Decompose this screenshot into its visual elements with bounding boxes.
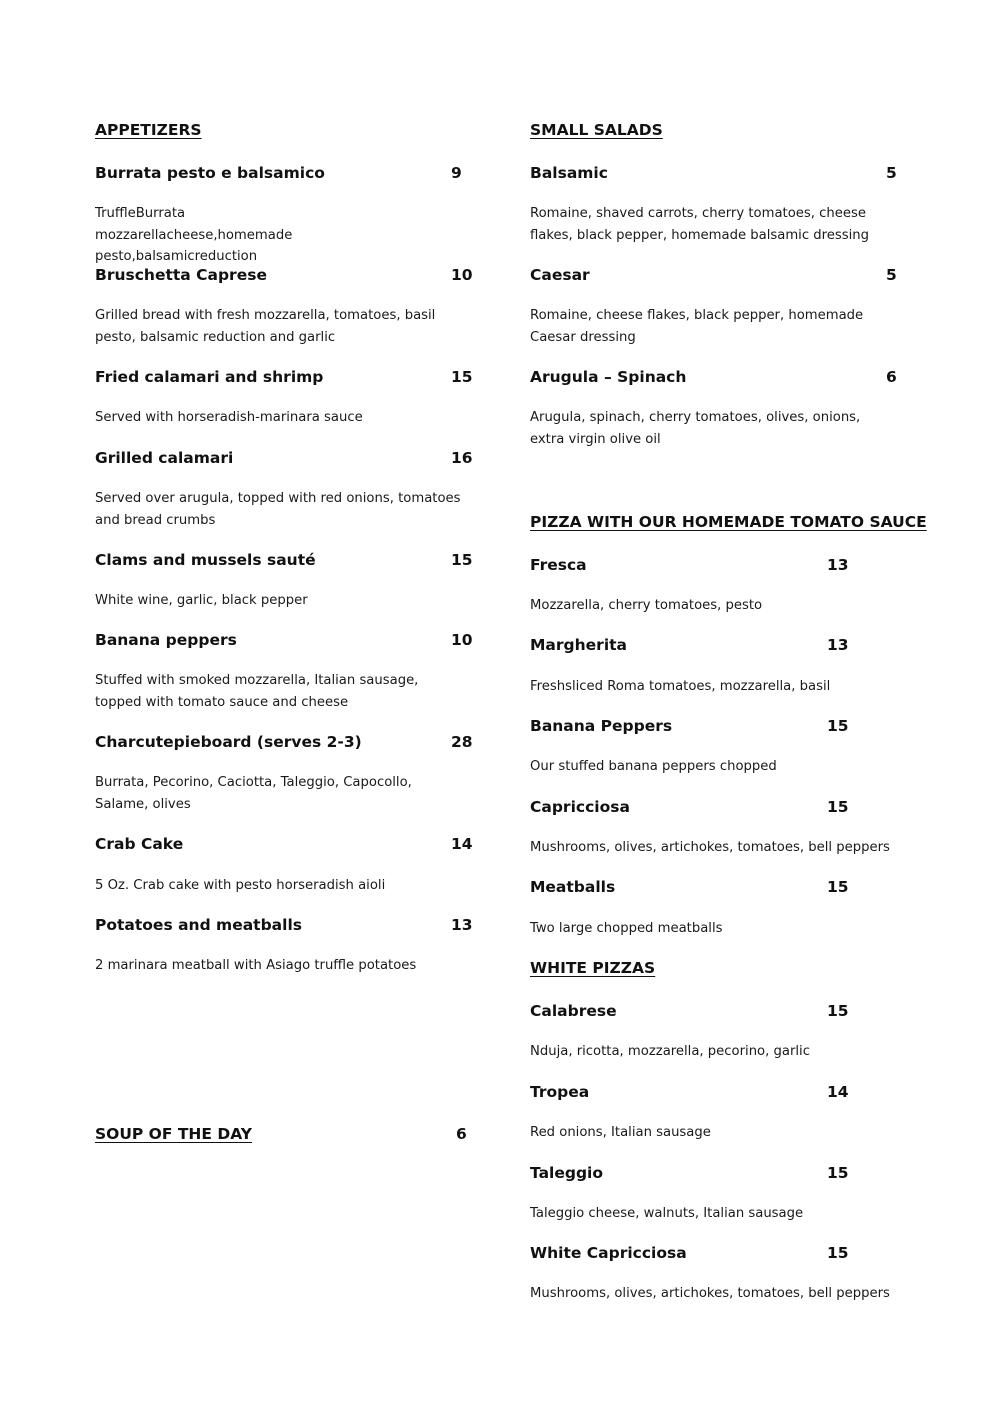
menu-item-name: Charcutерieboard (serves 2-3) <box>95 733 362 751</box>
menu-item-name: Crab Cake <box>95 835 184 853</box>
menu-item-name: Grilled calamari <box>95 449 234 467</box>
menu-item-price: 5 <box>886 164 897 182</box>
appetizers-heading: APPETIZERS <box>95 121 202 139</box>
menu-item-price: 15 <box>451 368 473 386</box>
menu-item-price: 13 <box>451 916 473 934</box>
menu-item-price: 15 <box>827 1164 849 1182</box>
menu-item-name: Balsamic <box>530 164 608 182</box>
menu-item-price: 28 <box>451 733 473 751</box>
menu-item-description: Romaine, shaved carrots, cherry tomatoes, cheese flakes, black pepper, homemade balsamic dressing <box>530 206 870 243</box>
menu-item-description: Mushrooms, olives, artichokes, tomatoes, bell peppers <box>530 840 890 855</box>
soup-of-the-day-heading: SOUP OF THE DAY <box>95 1125 252 1143</box>
menu-item-name: Banana Peppers <box>530 717 673 735</box>
menu-item-name: Burrata pesto e balsamico <box>95 164 325 182</box>
menu-item-description: Two large chopped meatballs <box>530 921 723 936</box>
menu-item-description: Mushrooms, olives, artichokes, tomatoes, bell peppers <box>530 1286 890 1301</box>
menu-item-description: TruffleBurrata mozzarellacheese,homemade pesto,balsamicreduction <box>95 206 293 264</box>
menu-item-price: 10 <box>451 266 473 284</box>
menu-item-price: 15 <box>451 551 473 569</box>
menu-item-name: Arugula – Spinach <box>530 368 687 386</box>
menu-item-description: Red onions, Italian sausage <box>530 1125 711 1140</box>
menu-item-price: 16 <box>451 449 473 467</box>
menu-item-description: Arugula, spinach, cherry tomatoes, olives, onions, extra virgin olive oil <box>530 410 861 447</box>
menu-item-price: 15 <box>827 1002 849 1020</box>
small-salads-heading: SMALL SALADS <box>530 121 663 139</box>
menu-item-price: 13 <box>827 636 849 654</box>
menu-item-description: 5 Oz. Crab cake with pesto horseradish aioli <box>95 878 386 893</box>
pizza-tomato-sauce-heading: PIZZA WITH OUR HOMEMADE TOMATO SAUCE <box>530 513 927 531</box>
menu-item-description: Served with horseradish-marinara sauce <box>95 410 363 425</box>
menu-item-name: Clams and mussels sauté <box>95 551 316 569</box>
menu-item-name: Banana peppers <box>95 631 237 649</box>
menu-item-description: Stuffed with smoked mozzarella, Italian sausage, topped with tomato sauce and cheese <box>95 673 419 710</box>
menu-item-price: 6 <box>886 368 897 386</box>
menu-item-description: 2 marinara meatball with Asiago truffle potatoes <box>95 958 417 973</box>
menu-item-price: 15 <box>827 1244 849 1262</box>
menu-item-price: 15 <box>827 878 849 896</box>
menu-item-description: Grilled bread with fresh mozzarella, tomatoes, basil pesto, balsamic reduction and garlic <box>95 308 436 345</box>
menu-item-name: Capricciosa <box>530 798 630 816</box>
menu-item-description: Taleggio cheese, walnuts, Italian sausage <box>530 1206 804 1221</box>
menu-item-name: Potatoes and meatballs <box>95 916 302 934</box>
menu-item-description: Romaine, cheese flakes, black pepper, homemade Caesar dressing <box>530 308 864 345</box>
menu-item-price: 15 <box>827 717 849 735</box>
menu-item-description: White wine, garlic, black pepper <box>95 593 308 608</box>
white-pizzas-heading: WHITE PIZZAS <box>530 959 656 977</box>
menu-item-price: 14 <box>827 1083 849 1101</box>
menu-item-description: Our stuffed banana peppers chopped <box>530 759 777 774</box>
menu-item-name: Caesar <box>530 266 590 284</box>
menu-item-name: White Capricciosa <box>530 1244 687 1262</box>
menu-item-description: Burrata, Pecorino, Caciotta, Taleggio, Capocollo, Salame, olives <box>95 775 412 812</box>
menu-item-name: Meatballs <box>530 878 616 896</box>
menu-item-price: 9 <box>451 164 462 182</box>
menu-item-description: Mozzarella, cherry tomatoes, pesto <box>530 598 763 613</box>
menu-item-price: 14 <box>451 835 473 853</box>
menu-item-name: Margherita <box>530 636 627 654</box>
menu-item-price: 10 <box>451 631 473 649</box>
menu-item-description: Freshsliced Roma tomatoes, mozzarella, basil <box>530 679 831 694</box>
menu-item-name: Fried calamari and shrimp <box>95 368 324 386</box>
menu-item-description: Served over arugula, topped with red onions, tomatoes and bread crumbs <box>95 491 461 528</box>
menu-item-name: Fresca <box>530 556 587 574</box>
menu-item-price: 13 <box>827 556 849 574</box>
menu-item-price: 15 <box>827 798 849 816</box>
soup-price: 6 <box>456 1125 467 1143</box>
menu-item-name: Bruschetta Caprese <box>95 266 267 284</box>
menu-item-name: Tropea <box>530 1083 590 1101</box>
menu-item-name: Calabrese <box>530 1002 617 1020</box>
menu-item-name: Taleggio <box>530 1164 604 1182</box>
menu-item-price: 5 <box>886 266 897 284</box>
menu-item-description: Nduja, ricotta, mozzarella, pecorino, garlic <box>530 1044 810 1059</box>
